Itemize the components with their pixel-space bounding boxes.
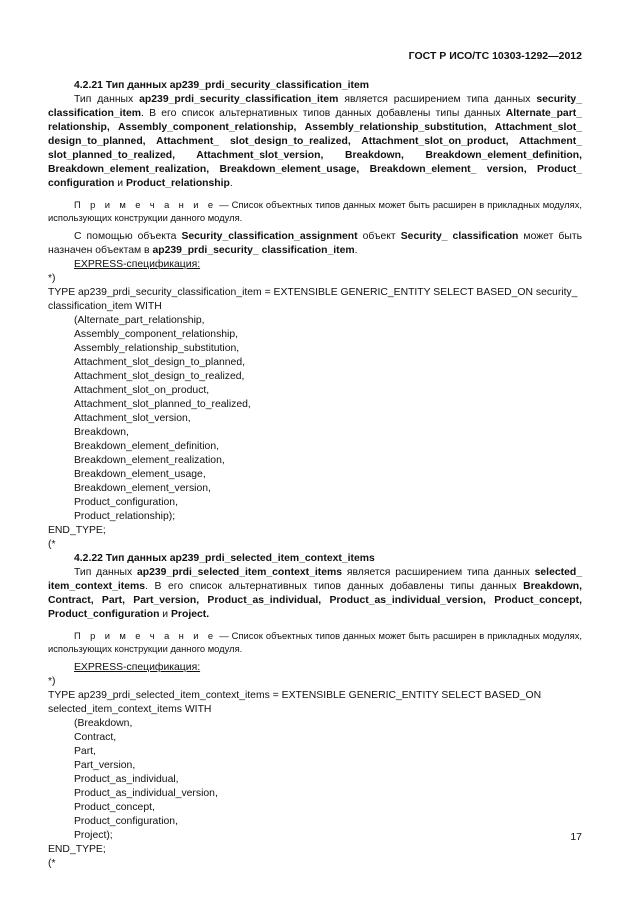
select-item-list [48,717,582,843]
section-intro-paragraph: Тип данных ap239_prdi_selected_item_context_items является расширением типа данных selected_ item_context_items. В его список альтернативных типов данных добавлены типы данных Breakdown, Contract, Part, Part_version, Product_as_individual, Product_as_individual_version, Product_concept, Product_configuration и Project. [48,567,582,620]
select-item-line: Attachment_slot_version, [74,413,191,424]
comment-close-marker: *) [48,676,56,687]
select-item-line: Attachment_slot_planned_to_realized, [74,399,251,410]
select-item-line: Attachment_slot_on_product, [74,385,210,396]
select-item-line: Project); [74,830,113,841]
select-item-line: Part_version, [74,760,136,771]
select-item-line: Assembly_relationship_substitution, [74,343,240,354]
express-spec-label: EXPRESS-спецификация: [74,259,201,270]
standard-header: ГОСТ Р ИСО/ТС 10303-1292—2012 [408,50,582,62]
select-item-line: Product_configuration, [74,816,178,827]
select-item-line: Breakdown_element_definition, [74,441,219,452]
assignment-paragraph: С помощью объекта Security_classification_assignment объект Security_ classification может быть назначен объектам в ap239_prdi_security_ classification_item. [48,231,582,256]
select-item-line: Part, [74,746,96,757]
type-declaration-line: selected_item_context_items WITH [48,704,212,715]
select-item-line: Breakdown_element_realization, [74,455,225,466]
type-declaration-line: classification_item WITH [48,301,162,312]
select-item-line: Product_configuration, [74,497,178,508]
select-item-line: Contract, [74,732,117,743]
comment-open-marker: (* [48,858,56,869]
express-spec-label: EXPRESS-спецификация: [74,662,201,673]
select-item-line: Product_concept, [74,802,155,813]
note-paragraph: П р и м е ч а н и е — Список объектных типов данных может быть расширен в прикладных модулях, использующих конструкции данного модуля. [48,630,583,654]
select-item-line: Product_relationship); [74,511,176,522]
note-paragraph: П р и м е ч а н и е — Список объектных типов данных может быть расширен в прикладных модулях, использующих конструкции данного модуля. [48,199,583,223]
section-heading-4-2-22: 4.2.22 Тип данных ap239_prdi_selected_item_context_items [74,553,375,564]
select-item-line: Breakdown_element_usage, [74,469,206,480]
select-item-line: Breakdown_element_version, [74,483,211,494]
select-item-line: Attachment_slot_design_to_realized, [74,371,245,382]
page-content [48,79,582,871]
end-type-line: END_TYPE; [48,525,106,536]
type-declaration-line: TYPE ap239_prdi_selected_item_context_items = EXTENSIBLE GENERIC_ENTITY SELECT BASED_ON [48,690,542,701]
select-item-line: Assembly_component_relationship, [74,329,239,340]
section-intro-paragraph: Тип данных ap239_prdi_security_classification_item является расширением типа данных security_ classification_item. В его список альтернативных типов данных добавлены типы данных Alternate_part_ relationship, Assembly_component_relationship, Assembly_relationship_substitution, Attachment_slot_ design_to_planned, Attachment_ slot_design_to_realized, Attachment_slot_on_product, Attachment_ slot_planned_to_realized, Attachment_slot_version, Breakdown, Breakdown_element_definition, Breakdown_element_realization, Breakdown_element_usage, Breakdown_element_ version, Product_ configuration и Product_relationship. [48,94,582,189]
select-item-line: Attachment_slot_design_to_planned, [74,357,245,368]
comment-open-marker: (* [48,539,56,550]
select-item-line: Product_as_individual_version, [74,788,218,799]
select-item-line: Product_as_individual, [74,774,179,785]
comment-close-marker: *) [48,273,56,284]
type-declaration-line: TYPE ap239_prdi_security_classification_item = EXTENSIBLE GENERIC_ENTITY SELECT BASED_ON security_ [48,287,578,298]
select-item-list [48,314,582,524]
page-number: 17 [570,831,582,843]
select-item-line: Breakdown, [74,427,129,438]
select-item-line: (Breakdown, [74,718,133,729]
section-heading-4-2-21: 4.2.21 Тип данных ap239_prdi_security_classification_item [74,80,369,91]
end-type-line: END_TYPE; [48,844,106,855]
select-item-line: (Alternate_part_relationship, [74,315,205,326]
